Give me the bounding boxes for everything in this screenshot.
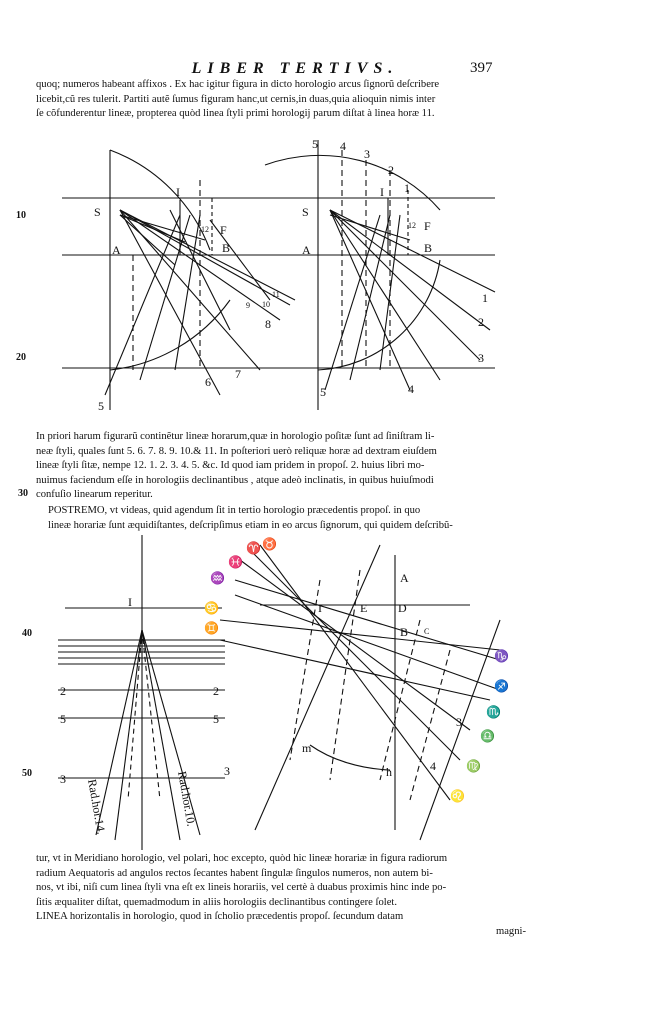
hour-label-12: 12 — [201, 225, 209, 234]
zodiac-sign-icon: ♐ — [494, 679, 509, 693]
text-line: lineæ ſtyli ſitæ, nempe 12. 1. 2. 3. 4. 5. &c. Id quod iam pridem in propoſ. 2. huius libri mo- — [36, 460, 425, 472]
zodiac-sign-icon: ♒ — [210, 571, 225, 585]
point-label-b: B — [222, 241, 231, 255]
point-label-a: A — [400, 571, 409, 585]
point-label-i: I — [318, 601, 322, 615]
dashed-line — [290, 580, 320, 760]
sign-arc — [310, 745, 390, 770]
ray-label-10: Rad.hor.10. — [175, 770, 199, 828]
point-label-d: D — [398, 601, 407, 615]
hour-label-5-right: 5 — [213, 712, 219, 726]
hour-label-5: 5 — [60, 712, 66, 726]
sign-line — [260, 545, 450, 800]
sign-line — [235, 595, 500, 690]
text-line: nos, vt ibi, niſi cum linea ſtyli vna eſt ex lineis horariis, vel certè à duabus proximis hinc inde po- — [36, 882, 447, 894]
hour-label-1: 1 — [482, 291, 488, 305]
point-label-i: I — [128, 595, 132, 609]
hour-label-4: 4 — [430, 759, 436, 773]
text-line: ſitis æqualiter diſtat, quemadmodum in aliis horologiis declinantibus contingere ſolet. — [36, 896, 398, 908]
hour-label-2: 2 — [60, 684, 66, 698]
hour-label-7: 7 — [235, 367, 241, 381]
hour-label-3: 3 — [478, 351, 484, 365]
zodiac-sign-icon: ♊ — [204, 621, 219, 635]
text-line: quoq; numeros habeant affixos . Ex hac igitur figura in dicto horologio arcus ſignorũ deſcribere — [36, 79, 440, 90]
text-line: licebit,cũ res tulerit. Partiti autẽ ſumus figuram hanc,ut cernis,in duas,quia alioquin nimis inter — [36, 93, 436, 105]
hour-label-3-right: 3 — [224, 764, 230, 778]
sign-line — [220, 620, 500, 650]
point-label-m: m — [302, 741, 312, 755]
point-label-f: F — [220, 223, 227, 237]
sign-line — [220, 640, 490, 700]
parallel-line — [255, 545, 380, 830]
zodiac-sign-icon: ♉ — [262, 537, 277, 551]
top-label-4: 4 — [340, 139, 346, 153]
ray-label-14: Rad.hor.14. — [85, 778, 109, 836]
zodiac-sign-icon: ♓ — [228, 555, 243, 569]
top-label-2: 2 — [388, 163, 394, 177]
text-line: POSTREMO, vt videas, quid agendum ſit in tertio horologio præcedentis propoſ. in quo — [48, 505, 421, 516]
hour-label-5: 5 — [98, 399, 104, 413]
point-label-s: S — [94, 205, 101, 219]
text-line: neæ ſtyli, quales ſunt 5. 6. 7. 8. 9. 10.& 11. In poſteriori uerò reliquæ horæ ad dextram eiuſdem — [36, 445, 437, 457]
point-label-f: F — [424, 219, 431, 233]
zodiac-sign-icon: ♌ — [450, 789, 465, 803]
text-line: radium Aequatoris ad angulos rectos ſecantes habent ſingulæ ſingulos numeros, non autem bi- — [36, 867, 433, 879]
text-line: tur, vt in Meridiano horologio, vel polari, hoc excepto, quòd hic lineæ horariæ in figura radiorum — [36, 853, 448, 864]
top-label-1: 1 — [404, 181, 410, 195]
hour-label-3: 3 — [456, 715, 462, 729]
point-label-a: A — [112, 243, 121, 257]
point-label-b: B — [424, 241, 433, 255]
page-number: 397 — [470, 60, 493, 76]
zodiac-sign-icon: ♎ — [480, 729, 495, 743]
text-line: lineæ horariæ ſunt æquidiſtantes, deſcripſimus etiam in eo arcus ſignorum, qui quidem deſcribũ- — [48, 519, 453, 531]
sign-line — [235, 580, 500, 660]
zodiac-sign-icon: ♈ — [246, 541, 261, 555]
top-label-5: 5 — [312, 137, 318, 151]
margin-number: 10 — [16, 210, 26, 221]
text-line: magni- — [495, 925, 526, 937]
hour-label-6: 6 — [205, 375, 211, 389]
sign-line — [240, 560, 470, 730]
hour-label-12: 12 — [408, 221, 416, 230]
point-label-c: C — [424, 627, 430, 636]
zodiac-sign-icon: ♍ — [466, 759, 481, 773]
hour-label-3: 3 — [60, 772, 66, 786]
point-label-i: I — [380, 185, 384, 199]
point-label-b: B — [400, 625, 409, 639]
dashed-line — [330, 570, 360, 780]
zodiac-sign-icon: ♑ — [494, 649, 509, 663]
text-line: ſe cõfunderentur lineæ, propterea quòd linea ſtyli primi horologij parum diſtat à linea horæ 11. — [36, 108, 435, 120]
dashed-line — [380, 620, 420, 780]
point-label-i: I — [176, 185, 180, 199]
hour-label-2: 2 — [478, 315, 484, 329]
hour-label-4: 4 — [408, 382, 414, 396]
hour-label-11: 11 — [272, 290, 280, 299]
point-label-e: E — [360, 601, 368, 615]
top-label-3: 3 — [364, 147, 370, 161]
text-line: LINEA horizontalis in horologio, quod in ſcholio præcedentis propoſ. ſecundum datam — [36, 911, 404, 923]
hour-label-10: 10 — [262, 300, 270, 309]
hour-label-5: 5 — [320, 385, 326, 399]
hour-label-2-right: 2 — [213, 684, 219, 698]
point-label-h: h — [386, 765, 392, 779]
hour-label-8: 8 — [265, 317, 271, 331]
hour-label-9: 9 — [246, 301, 250, 310]
margin-number: 50 — [22, 768, 32, 779]
running-head: LIBER TERTIVS. — [191, 60, 399, 77]
text-line: confuſio linearum reperitur. — [36, 489, 153, 501]
text-line: In priori harum figurarũ continẽtur lineæ horarum,quæ in horologio poſitæ ſunt ad ſiniſtram li- — [36, 431, 435, 442]
margin-number: 30 — [18, 488, 28, 499]
zodiac-sign-icon: ♏ — [486, 705, 501, 719]
dashed-line — [410, 650, 450, 800]
zodiac-sign-icon: ♋ — [204, 601, 219, 615]
margin-number: 40 — [22, 628, 32, 639]
text-line: nuimus faciendum eſſe in horologiis declinantibus , atque adeò inclinatis, in quibus huiuſmodi — [36, 474, 434, 486]
margin-number: 20 — [16, 352, 26, 363]
point-label-s: S — [302, 205, 309, 219]
point-label-a: A — [302, 243, 311, 257]
